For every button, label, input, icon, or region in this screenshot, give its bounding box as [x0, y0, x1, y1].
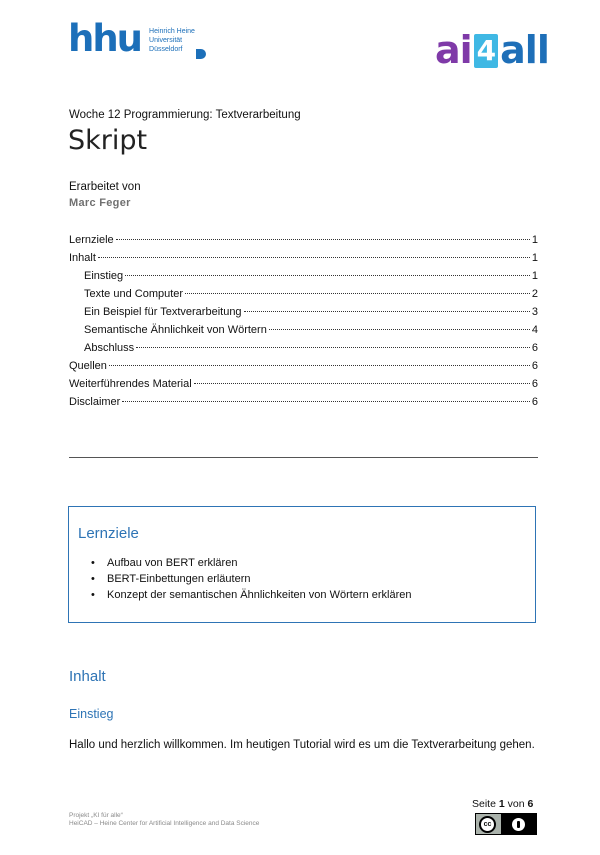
toc-leader-dots	[116, 239, 530, 240]
cc-by-license-icon	[475, 813, 537, 835]
toc-leader-dots	[109, 365, 530, 366]
attribution-person-icon	[512, 818, 525, 831]
bullet-icon: •	[91, 573, 95, 585]
toc-entry-title: Semantische Ähnlichkeit von Wörtern	[84, 324, 267, 336]
page-number: Seite 1 von 6	[472, 798, 534, 810]
toc-leader-dots	[185, 293, 530, 294]
toc-entry[interactable]	[69, 288, 538, 306]
learning-goals-list	[91, 557, 412, 605]
hhu-logo-wordmark: hhu	[68, 17, 142, 60]
toc-leader-dots	[194, 383, 530, 384]
toc-entry-page: 4	[531, 324, 538, 336]
toc-entry-title: Abschluss	[84, 342, 135, 354]
bullet-icon: •	[91, 589, 95, 601]
toc-leader-dots	[122, 401, 530, 402]
toc-entry[interactable]	[69, 396, 538, 414]
toc-entry-title: Quellen	[69, 360, 107, 372]
toc-entry[interactable]	[69, 234, 538, 252]
toc-entry-page: 1	[531, 252, 538, 264]
hhu-logo	[68, 17, 195, 60]
toc-leader-dots	[125, 275, 530, 276]
toc-entry-title: Inhalt	[69, 252, 96, 264]
toc-entry-page: 6	[531, 360, 538, 372]
toc-entry-page: 1	[531, 234, 538, 246]
toc-entry[interactable]	[69, 360, 538, 378]
creative-commons-icon: cc	[479, 816, 496, 833]
toc-entry[interactable]	[69, 252, 538, 270]
toc-entry-page: 2	[531, 288, 538, 300]
toc-entry-page: 1	[531, 270, 538, 282]
learning-goal-item: • Konzept der semantischen Ähnlichkeiten von Wörtern erklären	[91, 589, 412, 601]
toc-entry-title: Disclaimer	[69, 396, 121, 408]
hhu-logo-subtitle: Heinrich Heine Universität Düsseldorf	[149, 28, 195, 53]
toc-entry-page: 6	[531, 396, 538, 408]
learning-goals-box	[68, 506, 536, 623]
footer-project-info: Projekt „KI für alle“ HeiCAD – Heine Center for Artificial Intelligence and Data Science	[69, 812, 260, 827]
toc-entry-title: Texte und Computer	[84, 288, 184, 300]
author-name: Marc Feger	[69, 197, 131, 209]
learning-goal-item: • BERT-Einbettungen erläutern	[91, 573, 251, 585]
toc-entry[interactable]	[69, 306, 538, 324]
toc-entry[interactable]	[69, 342, 538, 360]
document-subtitle: Woche 12 Programmierung: Textverarbeitung	[69, 109, 301, 121]
toc-entry-title: Einstieg	[84, 270, 124, 282]
toc-leader-dots	[136, 347, 530, 348]
author-label: Erarbeitet von	[69, 181, 141, 193]
section-heading-inhalt: Inhalt	[69, 668, 106, 685]
document-title: Skript	[68, 125, 148, 156]
toc-entry[interactable]	[69, 324, 538, 342]
toc-leader-dots	[244, 311, 530, 312]
section-heading-einstieg: Einstieg	[69, 707, 114, 721]
bullet-icon: •	[91, 557, 95, 569]
toc-entry-title: Lernziele	[69, 234, 114, 246]
toc-entry-title: Ein Beispiel für Textverarbeitung	[84, 306, 242, 318]
toc-leader-dots	[98, 257, 530, 258]
learning-goals-heading: Lernziele	[78, 525, 139, 542]
intro-paragraph: Hallo und herzlich willkommen. Im heutigen Tutorial wird es um die Textverarbeitung gehen.	[69, 739, 535, 751]
ai4all-logo: ai 4 all	[435, 28, 549, 72]
toc-entry-page: 6	[531, 378, 538, 390]
learning-goal-item: • Aufbau von BERT erklären	[91, 557, 238, 569]
table-of-contents	[69, 234, 538, 414]
toc-entry-page: 6	[531, 342, 538, 354]
toc-entry-title: Weiterführendes Material	[69, 378, 192, 390]
toc-leader-dots	[269, 329, 530, 330]
toc-entry[interactable]	[69, 270, 538, 288]
toc-entry-page: 3	[531, 306, 538, 318]
toc-entry[interactable]	[69, 378, 538, 396]
section-divider	[69, 457, 538, 458]
hhu-logo-mark-icon	[196, 49, 206, 59]
